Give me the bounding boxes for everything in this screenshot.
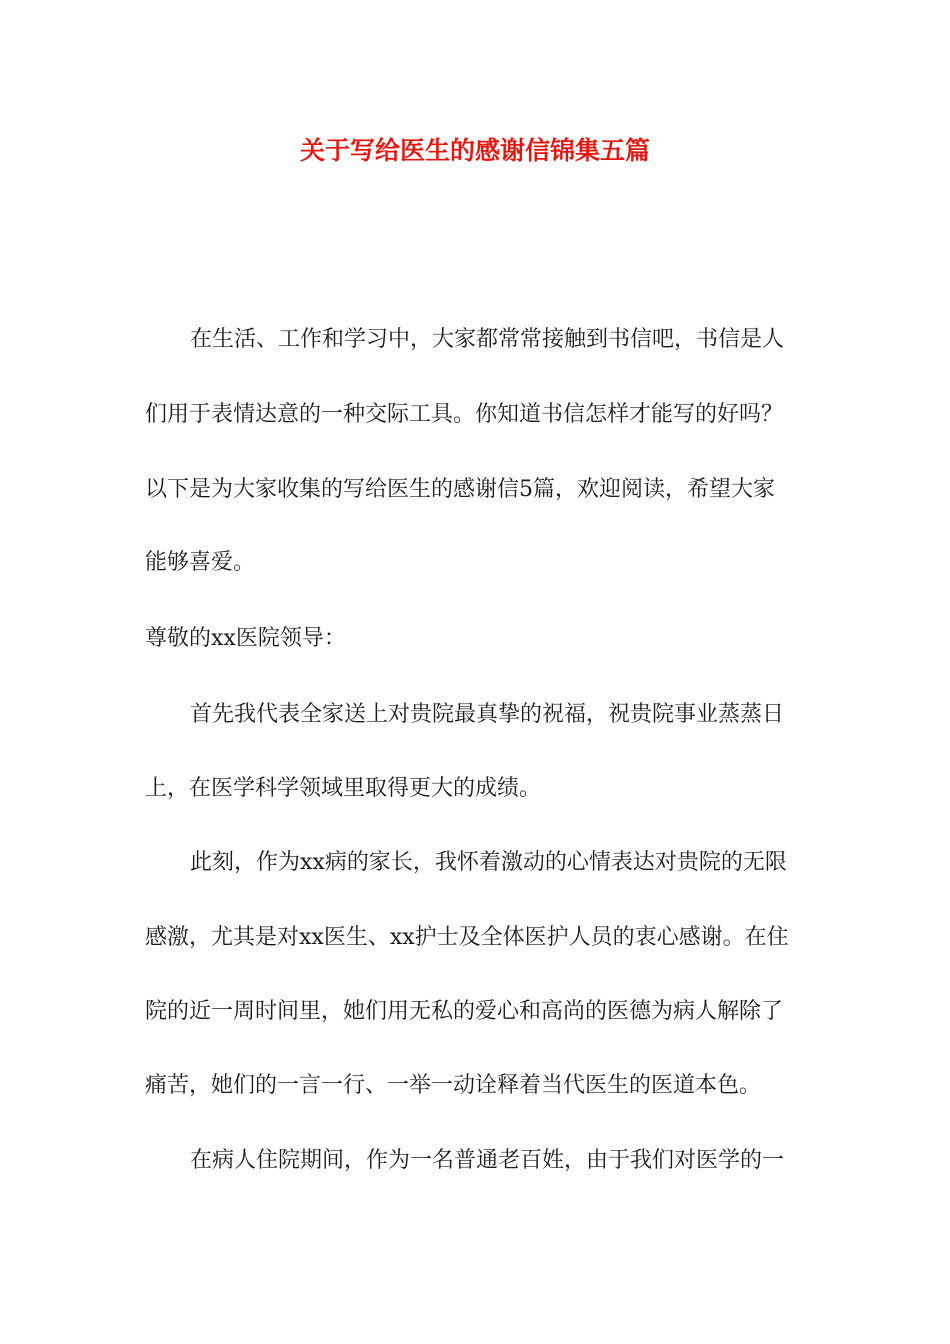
paragraph-line: 以下是为大家收集的写给医生的感谢信5篇，欢迎阅读，希望大家	[145, 477, 775, 502]
paragraph-line: 感激，尤其是对xx医生、xx护士及全体医护人员的衷心感谢。在住	[145, 925, 789, 950]
paragraph-line: 此刻，作为xx病的家长，我怀着激动的心情表达对贵院的无限	[190, 850, 787, 875]
document-title: 关于写给医生的感谢信锦集五篇	[299, 136, 650, 165]
paragraph-line: 在生活、工作和学习中，大家都常常接触到书信吧，书信是人	[190, 327, 785, 352]
salutation-line: 尊敬的xx医院领导：	[145, 626, 346, 651]
paragraph-line: 痛苦，她们的一言一行、一举一动诠释着当代医生的医道本色。	[145, 1073, 762, 1098]
paragraph-line: 院的近一周时间里，她们用无私的爱心和高尚的医德为病人解除了	[145, 999, 784, 1024]
paragraph-line: 能够喜爱。	[145, 550, 256, 575]
paragraph-line: 在病人住院期间，作为一名普通老百姓，由于我们对医学的一	[190, 1148, 785, 1173]
paragraph-line: 们用于表情达意的一种交际工具。你知道书信怎样才能写的好吗？	[145, 402, 784, 427]
paragraph-line: 首先我代表全家送上对贵院最真挚的祝福，祝贵院事业蒸蒸日	[190, 702, 785, 727]
paragraph-line: 上，在医学科学领域里取得更大的成绩。	[145, 776, 542, 801]
